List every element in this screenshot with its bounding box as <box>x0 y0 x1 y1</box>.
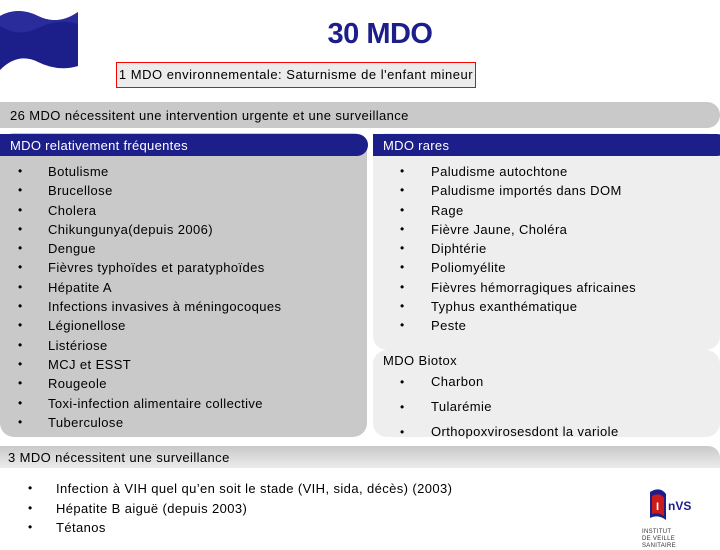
list-item-text: Diphtérie <box>431 241 487 257</box>
bullet: • <box>18 318 23 333</box>
list-item-text: Poliomyélite <box>431 260 506 276</box>
bullet: • <box>400 279 405 294</box>
list-item <box>0 239 281 258</box>
list-item-text: Chikungunya(depuis 2006) <box>48 221 213 237</box>
list-item <box>0 394 281 413</box>
bullet: • <box>400 164 405 178</box>
list-item-text: Cholera <box>48 202 97 218</box>
frequent-heading: MDO relativement fréquentes <box>0 134 368 156</box>
list-item-text: Charbon <box>431 374 484 389</box>
list-item <box>373 397 619 422</box>
logo-line1: INSTITUT <box>642 529 672 535</box>
list-item <box>373 258 636 277</box>
list-item-text: Paludisme importés dans DOM <box>431 183 622 199</box>
rare-list <box>373 162 636 336</box>
list-item <box>0 413 281 432</box>
bullet: • <box>28 500 33 515</box>
list-item <box>373 422 619 447</box>
list-item-text: Fièvres typhoïdes et paratyphoïdes <box>48 260 265 276</box>
bullet: • <box>18 202 23 217</box>
bullet: • <box>18 183 23 198</box>
list-item-text: Toxi-infection alimentaire collective <box>48 395 263 411</box>
logo-initial: I <box>656 501 660 513</box>
logo-line2: DE VEILLE SANITAIRE <box>642 536 676 549</box>
surveillance-heading: 3 MDO nécessitent une surveillance <box>8 450 230 465</box>
bullet: • <box>400 400 405 414</box>
list-item <box>0 499 452 519</box>
list-item <box>0 162 281 181</box>
page-title: 30 MDO <box>327 18 433 50</box>
bullet: • <box>400 375 405 389</box>
list-item-text: Tularémie <box>431 399 492 414</box>
bullet: • <box>18 221 23 236</box>
list-item <box>373 316 636 335</box>
bullet: • <box>400 241 405 256</box>
list-item <box>0 479 452 499</box>
list-item-text: Tétanos <box>56 520 106 535</box>
bullet: • <box>400 425 405 439</box>
list-item <box>0 355 281 374</box>
surveillance-list <box>0 479 452 538</box>
bullet: • <box>18 337 23 352</box>
list-item-text: MCJ et ESST <box>48 356 132 372</box>
list-item <box>373 162 636 181</box>
list-item <box>0 297 281 316</box>
list-item <box>0 336 281 355</box>
list-item <box>0 258 281 277</box>
list-item-text: Brucellose <box>48 183 113 199</box>
bullet: • <box>400 221 405 236</box>
bullet: • <box>18 414 23 429</box>
bullet: • <box>18 395 23 410</box>
bullet: • <box>400 183 405 198</box>
list-item-text: Paludisme autochtone <box>431 164 568 179</box>
list-item <box>373 239 636 258</box>
list-item <box>373 181 636 200</box>
list-item-text: Typhus exanthématique <box>431 299 578 315</box>
bullet: • <box>18 241 23 256</box>
bullet: • <box>18 356 23 371</box>
list-item <box>0 316 281 335</box>
invs-logo-icon <box>642 486 702 524</box>
biotox-list <box>373 372 619 447</box>
biotox-heading: MDO Biotox <box>383 353 458 368</box>
bullet: • <box>18 299 23 314</box>
bullet: • <box>28 481 33 495</box>
bullet: • <box>18 164 23 178</box>
list-item-text: Légionellose <box>48 318 126 334</box>
bullet: • <box>400 260 405 275</box>
list-item-text: Botulisme <box>48 164 109 179</box>
list-item-text: Rage <box>431 202 464 218</box>
bullet: • <box>400 299 405 314</box>
list-item-text: Fièvre Jaune, Choléra <box>431 221 568 237</box>
urgent-header <box>0 102 720 128</box>
flag-icon <box>0 0 78 80</box>
list-item-text: Orthopoxvirosesdont la variole <box>431 424 619 439</box>
list-item <box>0 518 452 538</box>
list-item-text: Hépatite A <box>48 279 112 295</box>
list-item <box>373 297 636 316</box>
bullet: • <box>400 318 405 333</box>
bullet: • <box>28 520 33 534</box>
list-item <box>373 372 619 397</box>
bullet: • <box>400 202 405 217</box>
logo-wordmark: nVS <box>668 499 692 513</box>
bullet: • <box>18 260 23 275</box>
frequent-list <box>0 162 281 432</box>
bullet: • <box>18 376 23 391</box>
list-item <box>0 374 281 393</box>
environmental-box: 1 MDO environnementale: Saturnisme de l'enfant mineur <box>116 62 476 88</box>
list-item-text: Listériose <box>48 337 108 353</box>
list-item <box>373 220 636 239</box>
invs-logo <box>642 486 702 549</box>
list-item <box>0 181 281 200</box>
list-item-text: Fièvres hémorragiques africaines <box>431 279 636 295</box>
list-item-text: Dengue <box>48 241 96 257</box>
list-item <box>0 201 281 220</box>
list-item <box>373 278 636 297</box>
urgent-header-text: 26 MDO nécessitent une intervention urgente et une surveillance <box>10 108 409 123</box>
list-item <box>0 278 281 297</box>
list-item <box>0 220 281 239</box>
rare-heading: MDO rares <box>373 134 720 156</box>
bullet: • <box>18 279 23 294</box>
list-item-text: Hépatite B aiguë (depuis 2003) <box>56 500 248 516</box>
list-item-text: Tuberculose <box>48 414 124 430</box>
list-item-text: Infection à VIH quel qu’en soit le stade (VIH, sida, décès) (2003) <box>56 481 453 496</box>
list-item <box>373 201 636 220</box>
list-item-text: Infections invasives à méningocoques <box>48 299 282 315</box>
list-item-text: Peste <box>431 318 467 334</box>
list-item-text: Rougeole <box>48 376 107 392</box>
